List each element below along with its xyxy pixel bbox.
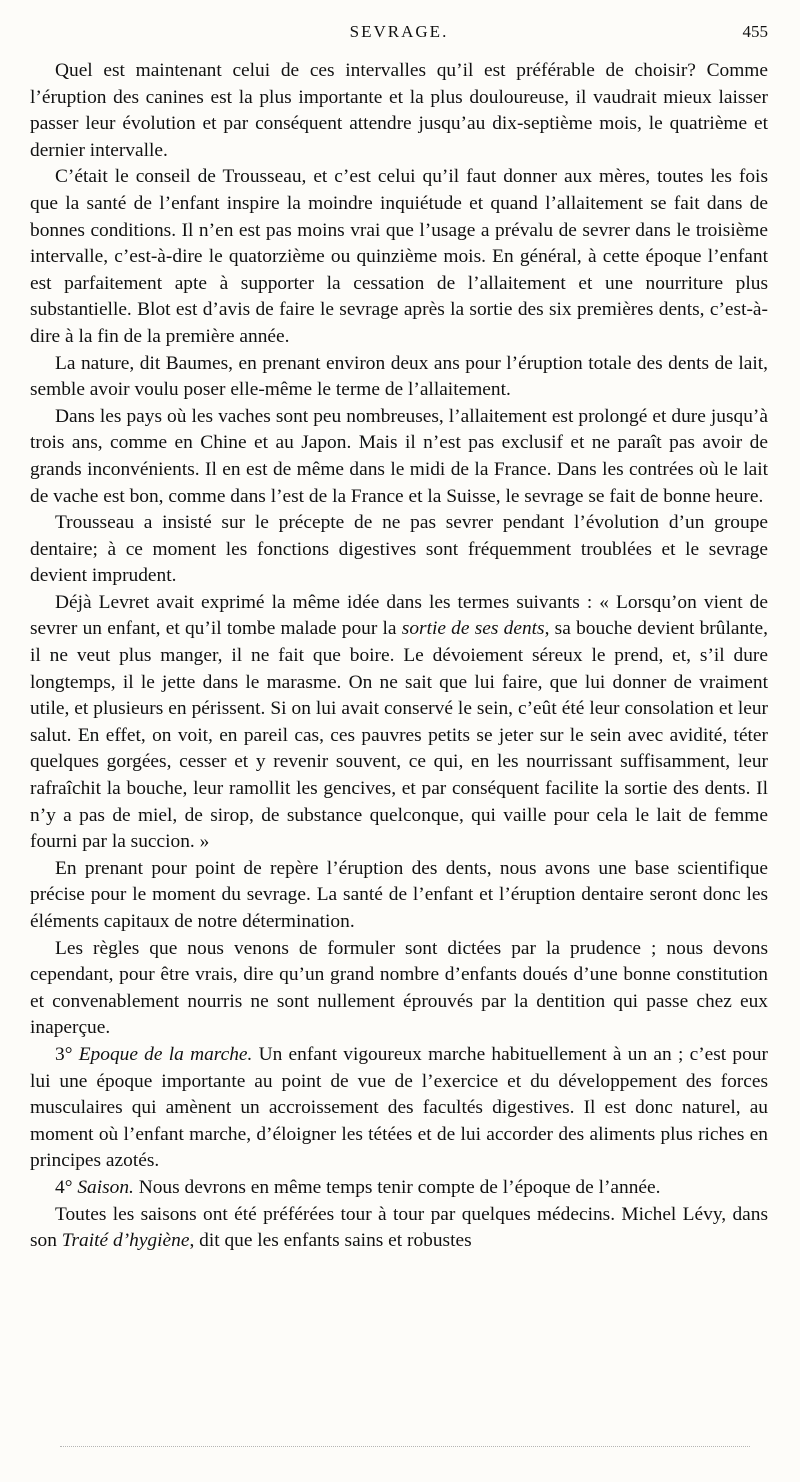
body-text: [30, 58, 768, 1255]
paragraph-7: [30, 856, 768, 936]
paragraph-9-epoque-marche: [30, 1042, 768, 1175]
paragraph-6-levret-quote: [30, 590, 768, 856]
running-head: [30, 22, 768, 48]
paragraph-5: [30, 510, 768, 590]
paragraph-text: Dans les pays où les vaches sont peu nombreuses, l’allaitement est prolongé et dure jusqu’à trois ans, comme en Chine et au Japon. Mais il n’est pas exclusif et ne paraît pas avoir de grands inconvénients. Il en est de même dans le midi de la France. Dans les contrées où le lait de vache est bon, comme dans l’est de la France et la Suisse, le sevrage se fait de bonne heure.: [30, 405, 768, 507]
paragraph-text: Trousseau a insisté sur le précepte de ne pas sevrer pendant l’évolution d’un groupe dentaire; à ce moment les fonctions digestives sont fréquemment troublées et le sevrage devient imprudent.: [30, 512, 768, 587]
paragraph-8: [30, 936, 768, 1042]
paragraph-10-saison: [30, 1175, 768, 1202]
paragraph-text: , sa bouche devient brûlante, il ne veut plus manger, il ne fait que boire. Le dévoiement séreux le prend, et, s’il dure longtemps, il le jette dans le marasme. On ne sait que lui faire, que lui donner de vraiment utile, et plusieurs en périssent. Si on lui avait conservé le sein, c’eût été leur consolation et leur salut. En effet, on voit, en pareil cas, ces pauvres petits se jeter sur le sein avec avidité, téter quelques gorgées, cesser et y revenir souvent, ce qui, en les nourrissant suffisamment, leur rafraîchit la bouche, leur ramollit les gencives, et par conséquent facilite la sortie des dents. Il n’y a pas de miel, de sirop, de substance quelconque, qui vaille pour cela le lait de femme fourni par la succion. »: [30, 618, 768, 853]
item-number: 3°: [55, 1043, 79, 1065]
item-number: 4°: [55, 1176, 78, 1198]
paragraph-text: Un enfant vigoureux marche habituellement à un an ; c’est pour lui une époque importante au point de vue de l’exercice et du développement des forces musculaires qui amènent un accroissement des facultés digestives. Il est donc naturel, au moment où l’enfant marche, d’éloigner les tétées et de lui accorder des aliments plus riches en principes azotés.: [30, 1043, 768, 1172]
paragraph-3: [30, 351, 768, 404]
italic-heading: Saison.: [77, 1176, 134, 1198]
paragraph-text: Les règles que nous venons de formuler sont dictées par la prudence ; nous devons cependant, pour être vrais, dire qu’un grand nombre d’enfants doués d’une bonne constitution et convenablement nourris ne sont nullement éprouvés par la dentition qui passe chez eux inaperçue.: [30, 937, 768, 1039]
running-title: SEVRAGE.: [349, 22, 449, 41]
footer-dotted-rule: [60, 1446, 750, 1447]
italic-book-title: Traité d’hygiène: [61, 1230, 190, 1252]
paragraph-1: [30, 58, 768, 164]
paragraph-4: [30, 404, 768, 510]
paragraph-text: Quel est maintenant celui de ces intervalles qu’il est préférable de choisir? Comme l’éruption des canines est la plus importante et la plus douloureuse, il vaudrait mieux laisser passer leur évolution et par conséquent attendre jusqu’au dix-septième mois, le quatrième et dernier intervalle.: [30, 60, 768, 161]
page-number: 455: [742, 22, 768, 41]
paragraph-text: , dit que les enfants sains et robustes: [189, 1230, 472, 1252]
italic-heading: Epoque de la marche.: [78, 1043, 253, 1065]
book-page: [30, 22, 768, 1255]
italic-phrase: sortie de ses dents: [401, 618, 545, 640]
paragraph-text: C’était le conseil de Trousseau, et c’est celui qu’il faut donner aux mères, toutes les fois que la santé de l’enfant inspire la moindre inquiétude et quand l’allaitement se fait dans de bonnes conditions. Il n’en est pas moins vrai que l’usage a prévalu de sevrer dans le troisième intervalle, c’est-à-dire le quatorzième ou quinzième mois. En général, à cette époque l’enfant est parfaitement apte à supporter la cessation de l’allaitement et une nourriture plus substantielle. Blot est d’avis de faire le sevrage après la sortie des six premières dents, c’est-à-dire à la fin de la première année.: [30, 166, 768, 347]
paragraph-text: Déjà Levret avait exprimé la même idée dans les termes suivants : « Lorsqu’on vient de sevrer un enfant, et qu’il tombe malade pour la: [30, 591, 768, 640]
paragraph-text: Toutes les saisons ont été préférées tour à tour par quelques médecins. Michel Lévy, dans son: [30, 1203, 768, 1252]
paragraph-2: [30, 164, 768, 350]
paragraph-text: Nous devrons en même temps tenir compte de l’époque de l’année.: [133, 1176, 661, 1198]
paragraph-text: En prenant pour point de repère l’éruption des dents, nous avons une base scientifique précise pour le moment du sevrage. La santé de l’enfant et l’éruption dentaire seront donc les éléments capitaux de notre détermination.: [30, 857, 768, 932]
paragraph-11: [30, 1202, 768, 1255]
paragraph-text: La nature, dit Baumes, en prenant environ deux ans pour l’éruption totale des dents de lait, semble avoir voulu poser elle-même le terme de l’allaitement.: [30, 352, 768, 401]
